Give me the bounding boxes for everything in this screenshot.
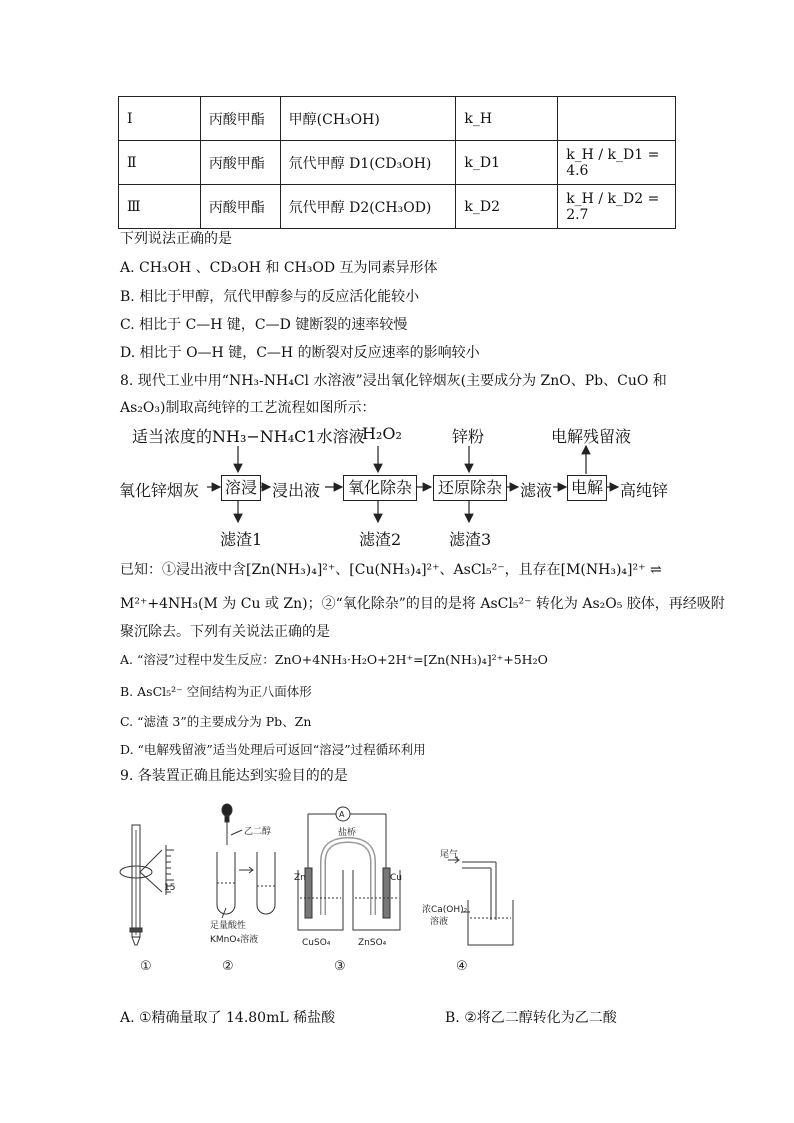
ester-cell: 丙酸甲酯 [200,97,280,141]
filtrate-label: 滤液 [520,481,553,500]
leachate-label: 浸出液 [272,481,321,500]
cuso4-label: CuSO₄ [302,938,331,948]
q7-option-b: B. 相比于甲醇，氘代甲醇参与的反应活化能较小 [120,289,420,305]
figure-number-4: ④ [456,959,468,974]
rate-constant-cell: k_H [456,97,558,141]
q8-stem-line1: 8. 现代工业中用“NH₃-NH₄Cl 水溶液”浸出氧化锌烟灰(主要成分为 ZnO、Pb、CuO 和 [120,373,667,389]
apparatus-figures [118,800,518,980]
znso4-label: ZnSO₄ [358,938,387,948]
burette-scale-label: 15 [164,883,176,893]
kmno4-label-1: 足量酸性 [210,921,247,931]
ester-cell: 丙酸甲酯 [200,185,280,229]
row-number: Ⅲ [119,185,201,229]
q8-option-d: D. “电解残留液”适当处理后可返回“溶浸”过程循环利用 [120,742,426,757]
figure-number-1: ① [140,959,152,974]
residue-2: 滤渣2 [359,530,402,549]
q8-option-a: A. “溶浸”过程中发生反应：ZnO+4NH₃·H₂O+2H⁺=[Zn(NH₃)₄]²⁺+5H₂O [120,652,548,667]
reduction-box: 还原除杂 [433,475,507,501]
ammeter-label: A [339,810,345,819]
caoh2-label-2: 溶液 [430,917,449,927]
figure-number-2: ② [222,959,234,974]
residue-1: 滤渣1 [220,530,263,549]
reagent-h2o2: H₂O₂ [362,424,402,443]
q7-option-a: A. CH₃OH 、CD₃OH 和 CH₃OD 互为同素异形体 [120,260,438,276]
table-row [119,141,676,185]
ethylene-glycol-label: 乙二醇 [244,827,272,837]
q8-stem-line2: As₂O₃)制取高纯锌的工艺流程如图所示： [120,400,376,416]
q7-option-d: D. 相比于 O—H 键，C—H 的断裂对反应速率的影响较小 [120,345,480,361]
q7-stem: 下列说法正确的是 [120,231,232,247]
product-label: 高纯锌 [620,481,669,500]
caoh2-label-1: 浓Ca(OH)₂ [422,905,468,915]
leaching-box: 溶浸 [221,475,261,501]
q9-stem: 9. 各装置正确且能达到实验目的的是 [120,768,348,784]
electrolysis-box: 电解 [567,475,607,501]
zn-electrode-label: Zn [294,873,306,883]
salt-bridge-label: 盐桥 [338,828,357,838]
raw-material-label: 氧化锌烟灰 [119,481,200,500]
figure-number-3: ③ [334,959,346,974]
q9-option-a: A. ①精确量取了 14.80mL 稀盐酸 [120,1010,336,1026]
tail-gas-label: 尾气 [440,850,459,860]
table-row [119,97,676,141]
q8-option-c: C. “滤渣 3”的主要成分为 Pb、Zn [120,714,312,729]
residue-3: 滤渣3 [449,530,492,549]
alcohol-cell: 氘代甲醇 D2(CH₃OD) [280,185,456,229]
q8-known-line1: 已知：①浸出液中含[Zn(NH₃)₄]²⁺、[Cu(NH₃)₄]²⁺、AsCl₅²⁻，且存在[M(NH₃)₄]²⁺ ⇌ [120,562,662,578]
electrolysis-residual-liquid: 电解残留液 [551,427,632,446]
ratio-cell: k_H / k_D1 = 4.6 [558,141,676,185]
rate-constant-cell: k_D2 [456,185,558,229]
reagent-ammonia-solution: 适当浓度的NH₃−NH₄C1水溶液 [132,427,365,446]
alcohol-cell: 甲醇(CH₃OH) [280,97,456,141]
dropper-tubes-figure [217,804,275,918]
q7-option-c: C. 相比于 C—H 键，C—D 键断裂的速率较慢 [120,317,408,333]
table-row [119,185,676,229]
row-number: Ⅱ [119,141,201,185]
rate-constant-cell: k_D1 [456,141,558,185]
ratio-cell [558,97,676,141]
q8-known-line3: 聚沉除去。下列有关说法正确的是 [120,624,330,640]
cu-electrode-label: Cu [390,873,402,883]
kinetics-table [118,96,676,229]
kmno4-label-2: KMnO₄溶液 [210,935,259,945]
q8-known-line2: M²⁺+4NH₃(M 为 Cu 或 Zn)；②“氧化除杂”的目的是将 AsCl₅²⁻ 转化为 As₂O₅ 胶体，再经吸附 [120,596,725,612]
row-number: Ⅰ [119,97,201,141]
alcohol-cell: 氘代甲醇 D1(CD₃OH) [280,141,456,185]
tail-gas-absorption-figure [448,857,513,945]
q8-option-b: B. AsCl₅²⁻ 空间结构为正八面体形 [120,684,312,699]
oxidation-box: 氧化除杂 [343,475,417,501]
reagent-zinc-powder: 锌粉 [452,427,485,446]
q9-option-b: B. ②将乙二醇转化为乙二酸 [445,1010,617,1026]
ester-cell: 丙酸甲酯 [200,141,280,185]
galvanic-cell-figure [298,807,400,930]
ratio-cell: k_H / k_D2 = 2.7 [558,185,676,229]
